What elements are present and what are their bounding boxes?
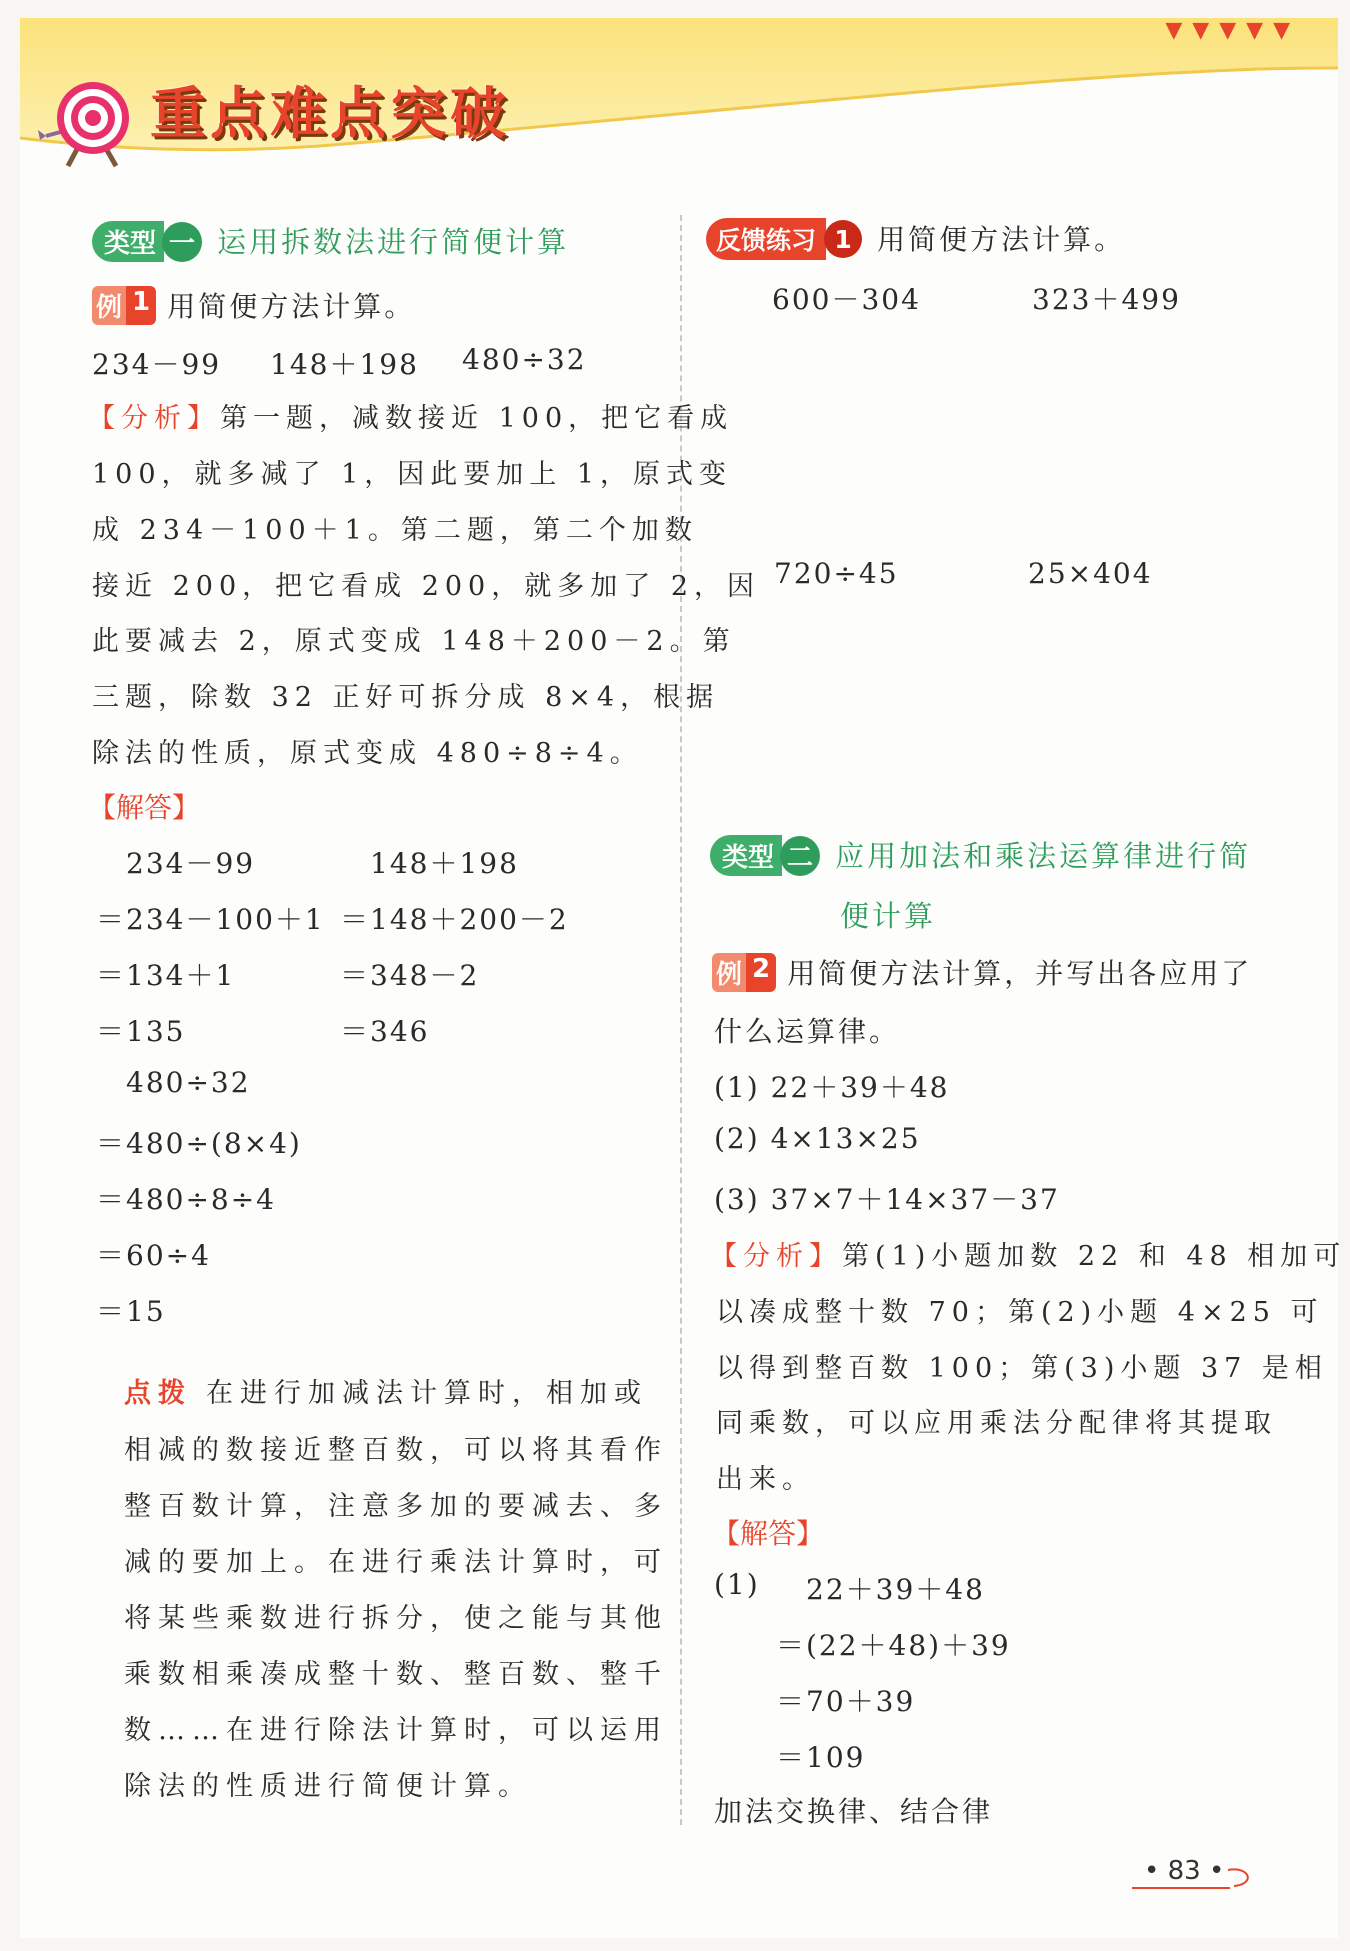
solution-step: ＝60÷4 <box>96 1239 211 1272</box>
example1-problem: 148＋198 <box>270 348 419 381</box>
example2-problem: (3) 37×7＋14×37－37 <box>714 1183 1060 1216</box>
analysis-label: 【分析】 <box>88 403 220 434</box>
feedback1-tag: 反馈练习 1 <box>706 218 862 260</box>
answer-number: (1) <box>714 1568 760 1601</box>
tip-line: 乘数相乘凑成整十数、整百数、整千 <box>124 1659 668 1690</box>
analysis-line: 同乘数，可以应用乘法分配律将其提取 <box>716 1408 1277 1439</box>
solution-step: ＝348－2 <box>340 959 480 992</box>
solution-step: ＝234－100＋1 <box>96 903 325 936</box>
type2-title-cont: 便计算 <box>840 899 937 933</box>
solution-step: ＝480÷(8×4) <box>96 1127 302 1160</box>
exercise-problem: 720÷45 <box>774 557 899 590</box>
solution-step: ＝15 <box>96 1295 166 1328</box>
solution-step: ＝135 <box>96 1015 186 1048</box>
solution-step: ＝480÷8÷4 <box>96 1183 276 1216</box>
example2-problem: (2) 4×13×25 <box>714 1122 921 1155</box>
solution-step: 234－99 <box>126 847 256 880</box>
analysis-line: 出来。 <box>716 1464 815 1495</box>
analysis-line: 除法的性质，原式变成 480÷8÷4。 <box>92 738 643 769</box>
solution-step: ＝(22＋48)＋39 <box>776 1629 1011 1662</box>
exercise-problem: 323＋499 <box>1032 283 1181 316</box>
decoration-marks: ▼▼▼▼▼ <box>1165 18 1300 43</box>
page-number: • 83 • <box>1144 1856 1225 1886</box>
exercise-problem: 25×404 <box>1028 557 1153 590</box>
analysis-line: 【分析】第一题，减数接近 100，把它看成 <box>88 403 734 434</box>
target-icon <box>38 78 138 168</box>
answer-label: 【解答】 <box>712 1517 825 1550</box>
example2-heading <box>712 952 1252 992</box>
solution-step: 22＋39＋48 <box>806 1573 985 1606</box>
example2-tag: 例 2 <box>712 953 776 992</box>
analysis-line: 以得到整百数 100；第(3)小题 37 是相 <box>716 1353 1328 1384</box>
example1-prompt: 用简便方法计算。 <box>167 290 416 323</box>
type1-heading <box>92 220 569 262</box>
solution-step: 480÷32 <box>126 1066 251 1099</box>
solution-step: ＝134＋1 <box>96 959 236 992</box>
solution-step: ＝346 <box>340 1015 430 1048</box>
solution-step: ＝70＋39 <box>776 1685 916 1718</box>
analysis-line: 以凑成整十数 70；第(2)小题 4×25 可 <box>716 1297 1324 1328</box>
example2-prompt: 用简便方法计算，并写出各应用了 <box>787 957 1253 990</box>
analysis-line: 【分析】第(1)小题加数 22 和 48 相加可 <box>710 1241 1347 1272</box>
feedback1-prompt: 用简便方法计算。 <box>877 223 1126 256</box>
tip-label: 点拨 <box>124 1378 192 1409</box>
example1-problem: 480÷32 <box>462 343 587 376</box>
example1-heading <box>92 285 415 325</box>
answer-label: 【解答】 <box>88 791 201 824</box>
example2-problem: (1) 22＋39＋48 <box>714 1071 950 1104</box>
example1-problem: 234－99 <box>92 348 222 381</box>
page-title: 重点难点突破 <box>150 82 510 147</box>
analysis-label: 【分析】 <box>710 1241 842 1272</box>
type1-title: 运用拆数法进行简便计算 <box>217 225 570 259</box>
tip-line: 将某些乘数进行拆分，使之能与其他 <box>124 1603 668 1634</box>
page-number-swoosh <box>1130 1864 1260 1892</box>
example2-prompt-cont: 什么运算律。 <box>714 1015 901 1048</box>
solution-step: 148＋198 <box>370 847 519 880</box>
solution-step: ＝109 <box>776 1741 866 1774</box>
solution-step: ＝148＋200－2 <box>340 903 569 936</box>
analysis-line: 成 234－100＋1。第二题，第二个加数 <box>92 515 698 546</box>
type2-tag: 类型 二 <box>710 835 820 876</box>
tip-line: 点拨 在进行加减法计算时，相加或 <box>124 1378 648 1409</box>
type1-tag: 类型 一 <box>92 221 202 262</box>
example1-tag: 例 1 <box>92 286 156 325</box>
analysis-line: 此要减去 2，原式变成 148＋200－2。第 <box>92 626 736 657</box>
tip-line: 除法的性质进行简便计算。 <box>124 1771 532 1802</box>
analysis-line: 三题，除数 32 正好可拆分成 8×4，根据 <box>92 682 720 713</box>
type2-title: 应用加法和乘法运算律进行简 <box>835 839 1252 873</box>
exercise-problem: 600－304 <box>772 283 921 316</box>
analysis-line: 接近 200，把它看成 200，就多加了 2，因 <box>92 571 760 602</box>
tip-line: 数……在进行除法计算时，可以运用 <box>124 1715 668 1746</box>
law-answer: 加法交换律、结合律 <box>714 1795 994 1828</box>
tip-line: 相减的数接近整百数，可以将其看作 <box>124 1435 668 1466</box>
tip-line: 减的要加上。在进行乘法计算时，可 <box>124 1547 668 1578</box>
type2-heading <box>710 834 1251 876</box>
analysis-line: 100，就多减了 1，因此要加上 1，原式变 <box>92 459 733 490</box>
tip-line: 整百数计算，注意多加的要减去、多 <box>124 1491 668 1522</box>
feedback1-heading <box>706 218 1125 260</box>
